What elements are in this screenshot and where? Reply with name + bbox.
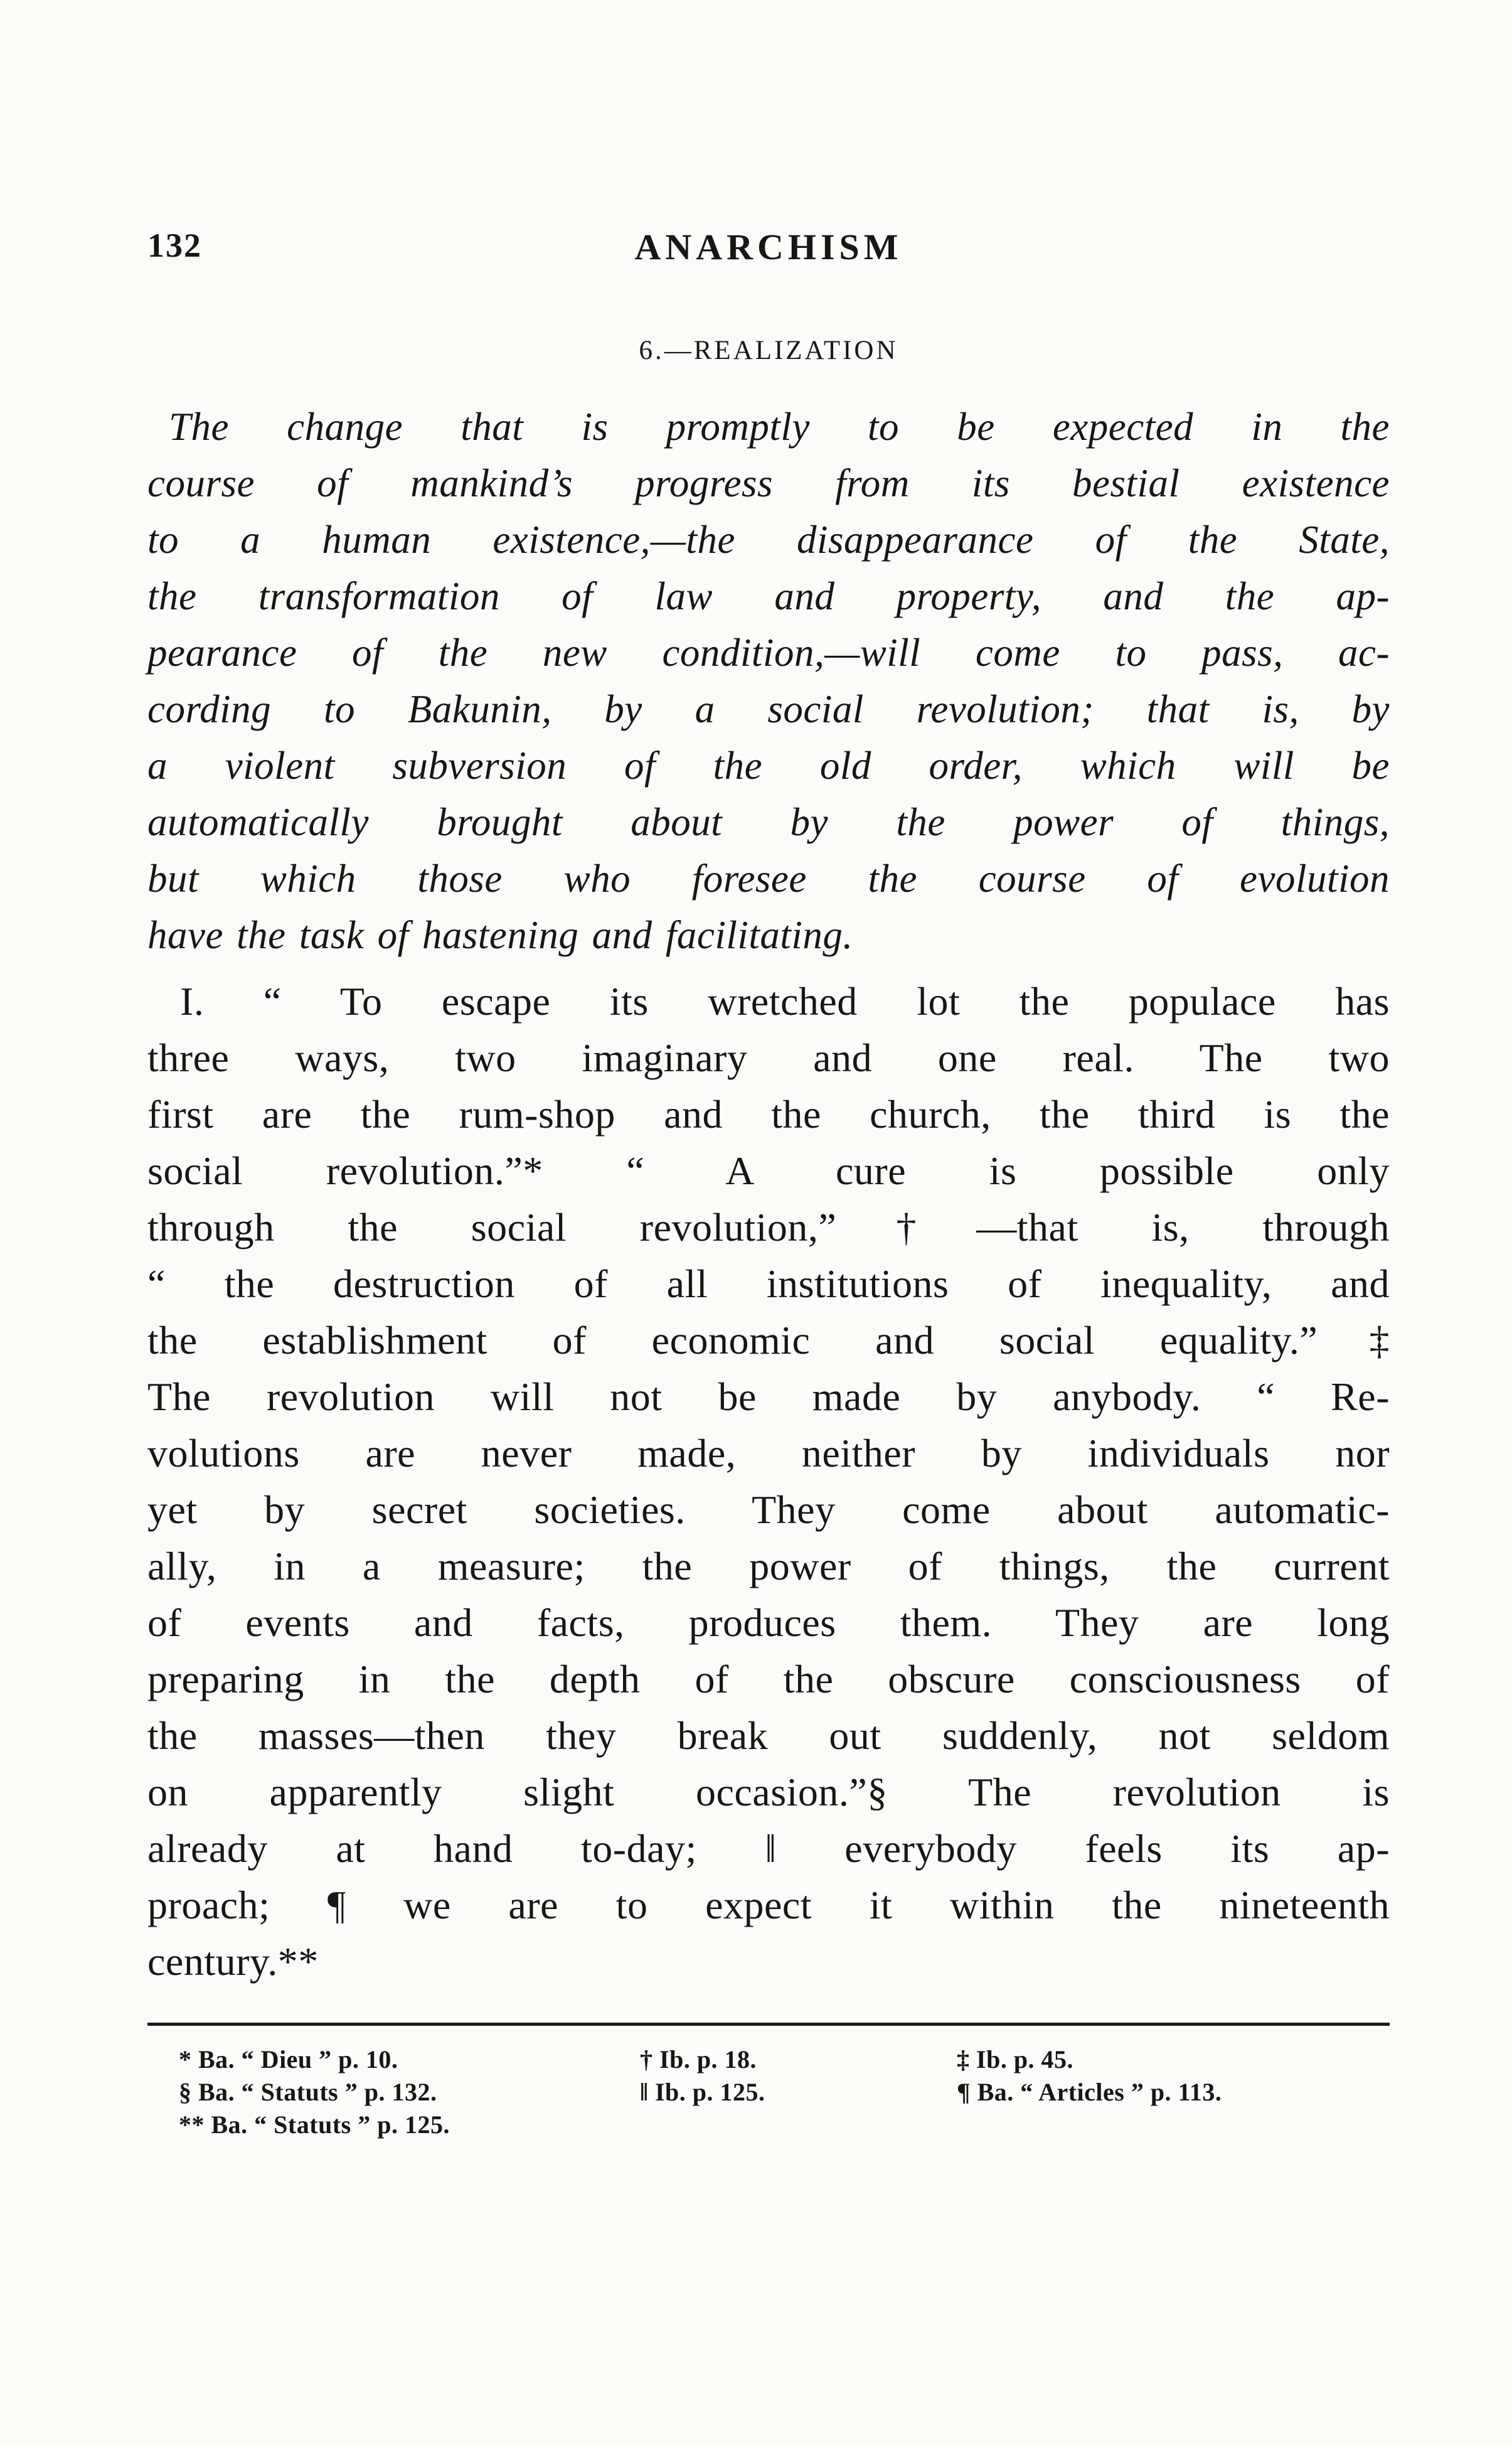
footnote-divider [147,2023,1390,2026]
intro-paragraph: The change that is promptly to be expected in the course of mankind’s progress from its bestial existence to a human existence,—the disappearance of the State, the transformation of law and property, and the ap- pearance of the new condition,—will come to pass, ac- cording to Bakunin, by a social revolution; that is, by a violent subversion of the old order, which will be automatically brought about by the power of things, but which those who foresee the course of evolution have the task of hastening and facilitating. [147,405,1390,957]
footnote-column-2: † Ib. p. 18. ‖ Ib. p. 125. [640,2045,765,2106]
section-heading: 6.—REALIZATION [639,336,898,365]
body-paragraph: I. “ To escape its wretched lot the populace has three ways, two imaginary and one real. The two first are the rum-shop and the church, the third is the social revolution.”* “ A cure is possible only through the social revolution,”†—that is, through “ the destruction of all institutions of inequality, and the establishment of economic and social equality.”‡ The revolution will not be made by anybody. “ Re- volutions are never made, neither by individuals nor yet by secret societies. They come about automatic- ally, in a measure; the power of things, the current of events and facts, produces them. They are long preparing in the depth of the obscure consciousness of the masses—then they break out suddenly, not seldom on apparently slight occasion.”§ The revolution is already at hand to-day; ‖ everybody feels its ap- proach; ¶ we are to expect it within the nineteenth century.** [147,979,1390,1984]
page-header [147,226,1390,270]
footnote-column-1: * Ba. “ Dieu ” p. 10. § Ba. “ Statuts ” p. 132. ** Ba. “ Statuts ” p. 125. [179,2045,450,2139]
footnote-column-3: ‡ Ib. p. 45. ¶ Ba. “ Articles ” p. 113. [957,2045,1222,2106]
page-number: 132 [147,227,202,264]
footnotes [147,2043,1390,2141]
book-title: ANARCHISM [634,227,903,267]
